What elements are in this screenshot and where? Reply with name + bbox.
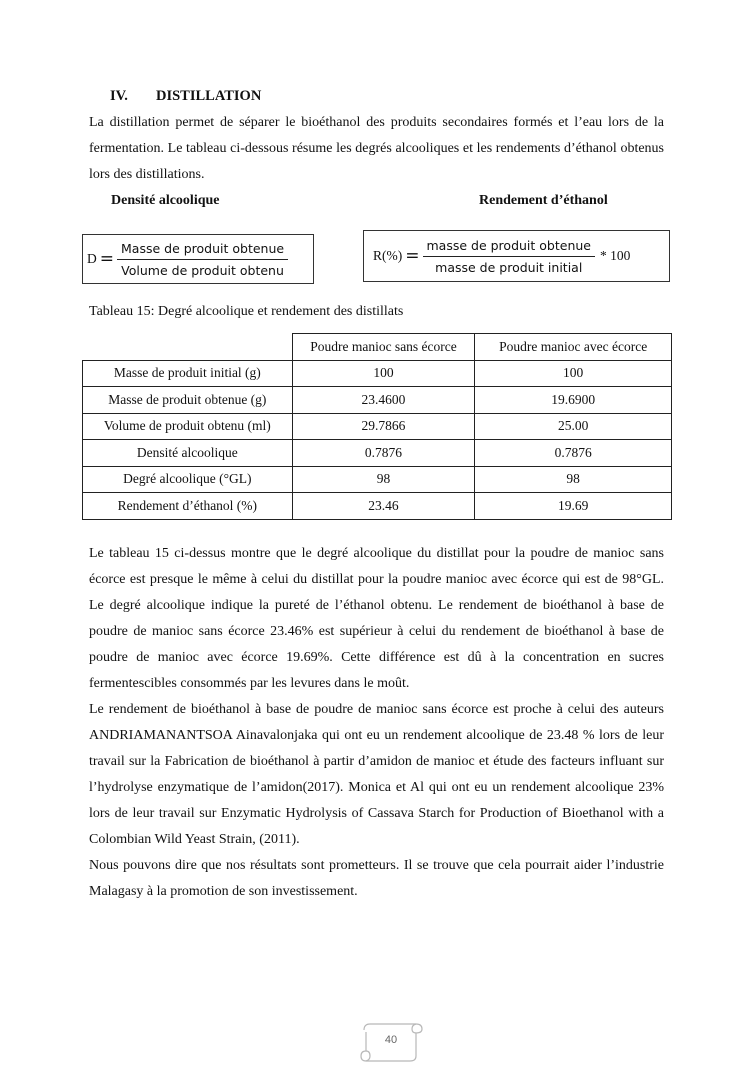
cell-avec-ecorce: 0.7876 — [475, 440, 672, 467]
row-label: Degré alcoolique (°GL) — [83, 466, 293, 493]
row-label: Densité alcoolique — [83, 440, 293, 467]
row-label: Masse de produit initial (g) — [83, 360, 293, 387]
table-row — [83, 387, 672, 414]
cell-avec-ecorce: 19.6900 — [475, 387, 672, 414]
density-numerator: Masse de produit obtenue — [117, 241, 288, 260]
table-row — [83, 466, 672, 493]
yield-formula — [363, 230, 670, 282]
table-row — [83, 440, 672, 467]
discussion-paragraph-2: Le rendement de bioéthanol à base de poudre de manioc sans écorce est proche à celui des auteurs ANDRIAMANANTSOA Ainavalonjaka qui ont eu un rendement alcoolique de 23.48 % lors de leur travail sur la Fabrication de bioéthanol à partir d’amidon de manioc et étude des facteurs influant sur l’hydrolyse enzymatique de l’amidon(2017). Monica et Al qui ont eu un rendement alcoolique 23% lors de leur travail sur Enzymatic Hydrolysis of Cassava Starch for Production of Bioethanol with a Colombian Wild Yeast Strain, (2011). — [89, 702, 664, 847]
cell-sans-ecorce: 23.46 — [292, 493, 475, 520]
density-fraction — [117, 241, 288, 278]
yield-lhs: R(%) — [373, 248, 403, 263]
yield-label: Rendement d’éthanol — [479, 193, 608, 208]
table-row — [83, 493, 672, 520]
yield-multiplier: * 100 — [599, 248, 631, 263]
row-label: Masse de produit obtenue (g) — [83, 387, 293, 414]
yield-numerator: masse de produit obtenue — [423, 238, 595, 257]
table-row — [83, 413, 672, 440]
table-header-cell: Poudre manioc sans écorce — [292, 334, 475, 361]
yield-denominator: masse de produit initial — [435, 259, 583, 275]
cell-avec-ecorce: 98 — [475, 466, 672, 493]
table-header-row — [83, 334, 672, 361]
cell-sans-ecorce: 23.4600 — [292, 387, 475, 414]
cell-sans-ecorce: 98 — [292, 466, 475, 493]
yield-fraction — [423, 238, 595, 275]
table-caption: Tableau 15: Degré alcoolique et rendement des distillats — [89, 304, 404, 319]
results-table — [82, 333, 672, 520]
cell-sans-ecorce: 0.7876 — [292, 440, 475, 467]
section-number: IV. — [110, 88, 128, 104]
cell-avec-ecorce: 19.69 — [475, 493, 672, 520]
density-formula — [82, 234, 314, 284]
page-number-badge — [358, 1020, 424, 1064]
density-lhs: D — [87, 251, 97, 266]
section-title: DISTILLATION — [156, 88, 262, 104]
cell-avec-ecorce: 25.00 — [475, 413, 672, 440]
cell-sans-ecorce: 29.7866 — [292, 413, 475, 440]
row-label: Rendement d’éthanol (%) — [83, 493, 293, 520]
row-label: Volume de produit obtenu (ml) — [83, 413, 293, 440]
table-corner-cell — [83, 334, 293, 361]
discussion-paragraph-1: Le tableau 15 ci-dessus montre que le degré alcoolique du distillat pour la poudre de manioc sans écorce est presque le même à celui du distillat pour la poudre manioc avec écorce qui est de 98°GL. Le degré alcoolique indique la pureté de l’éthanol obtenu. Le rendement de bioéthanol à base de poudre de manioc sans écorce 23.46% est supérieur à celui du rendement de bioéthanol à base de poudre de manioc avec écorce 19.69%. Cette différence est dû à la concentration en sucres fermentescibles consommés par les levures dans le moût. — [89, 546, 664, 691]
intro-paragraph: La distillation permet de séparer le bioéthanol des produits secondaires formés et l’eau lors de la fermentation. Le tableau ci-dessous résume les degrés alcooliques et les rendements d’éthanol obtenus lors des distillations. — [89, 115, 664, 182]
table-header-cell: Poudre manioc avec écorce — [475, 334, 672, 361]
density-label: Densité alcoolique — [111, 193, 220, 208]
density-denominator: Volume de produit obtenu — [121, 262, 284, 278]
section-heading — [110, 88, 261, 105]
conclusion-paragraph: Nous pouvons dire que nos résultats sont prometteurs. Il se trouve que cela pourrait aider l’industrie Malagasy à la promotion de son investissement. — [89, 858, 664, 899]
cell-sans-ecorce: 100 — [292, 360, 475, 387]
equals-sign: = — [405, 246, 420, 266]
equals-sign: = — [99, 249, 114, 269]
cell-avec-ecorce: 100 — [475, 360, 672, 387]
table-row — [83, 360, 672, 387]
page-number: 40 — [384, 1034, 398, 1046]
